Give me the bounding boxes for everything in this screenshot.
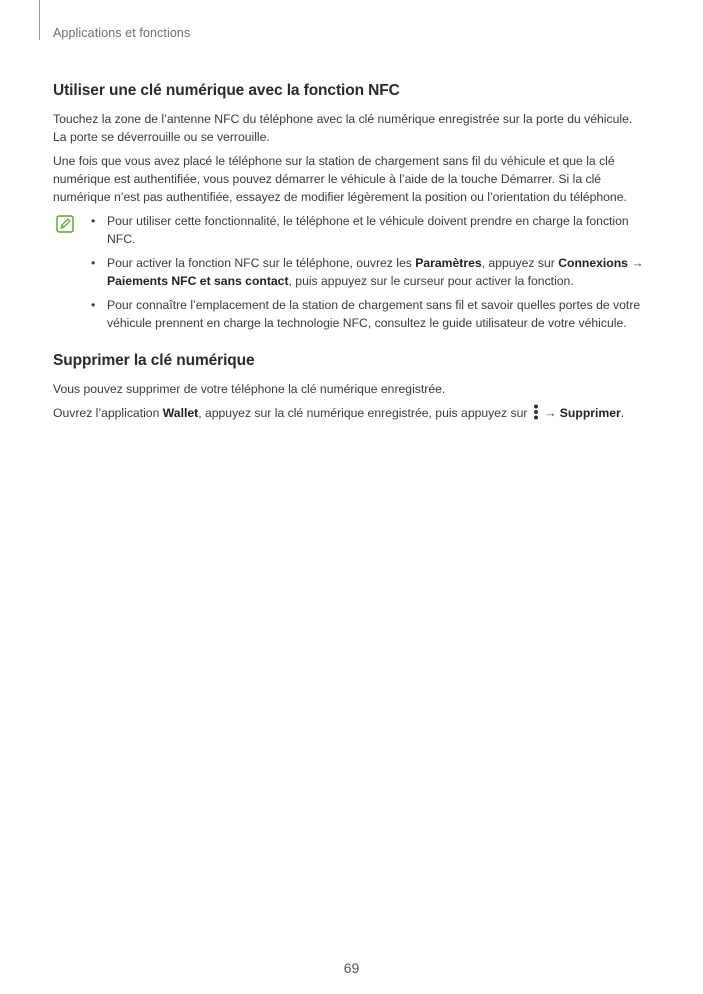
note-item-text: Pour connaître l’emplacement de la station de chargement sans fil et savoir quelles portes de votre véhicule prennent en charge la technologie NFC, consultez le guide utilisateur de votre véhicule.: [107, 298, 641, 330]
note-block: [53, 212, 649, 332]
step-text: , appuyez sur la clé numérique enregistrée, puis appuyez sur: [198, 406, 531, 420]
step-text: .: [620, 406, 625, 420]
note-item: [91, 254, 649, 290]
paragraph-nfc-touch: Touchez la zone de l’antenne NFC du téléphone avec la clé numérique enregistrée sur la porte du véhicule. La porte se déverrouille ou se verrouille.: [53, 112, 633, 144]
wallet-label: Wallet: [162, 406, 199, 420]
more-options-icon: [533, 404, 539, 420]
note-item-text: Pour utiliser cette fonctionnalité, le téléphone et le véhicule doivent prendre en charge la fonction NFC.: [107, 214, 629, 246]
bullet: •: [91, 298, 96, 312]
bullet: •: [91, 256, 96, 270]
section-title-nfc: Utiliser une clé numérique avec la fonction NFC: [53, 82, 400, 99]
section-title-delete: Supprimer la clé numérique: [53, 352, 255, 369]
running-header: Applications et fonctions: [53, 26, 191, 40]
note-list: [91, 212, 649, 332]
header-margin-line: [39, 0, 40, 40]
page-number: 69: [343, 960, 360, 976]
paragraph-delete-intro: Vous pouvez supprimer de votre téléphone la clé numérique enregistrée.: [53, 382, 446, 396]
paragraph-nfc-start: Une fois que vous avez placé le téléphone sur la station de chargement sans fil du véhicule et que la clé numérique est authentifiée, vous pouvez démarrer le véhicule à l’aide de la touche Démarrer. Si la clé numérique n’est pas authentifiée, essayez de modifier légèrement la position ou l’orientation du téléphone.: [53, 154, 627, 204]
delete-label: Supprimer: [559, 406, 621, 420]
note-text: Pour activer la fonction NFC sur le téléphone, ouvrez les: [107, 256, 416, 270]
note-pencil-icon: [56, 215, 74, 233]
note-item: [91, 212, 649, 248]
note-text: , appuyez sur: [481, 256, 559, 270]
nfc-payments-label: Paiements NFC et sans contact: [107, 274, 289, 288]
note-text: , puis appuyez sur le curseur pour activer la fonction.: [288, 274, 574, 288]
paragraph-delete-steps: [53, 404, 649, 422]
page-content: [53, 82, 649, 428]
settings-label: Paramètres: [415, 256, 482, 270]
step-text: Ouvrez l’application: [53, 406, 163, 420]
arrow: →: [627, 256, 644, 270]
note-item: [91, 296, 649, 332]
connections-label: Connexions: [558, 256, 628, 270]
bullet: •: [91, 214, 96, 228]
arrow: →: [540, 406, 560, 420]
